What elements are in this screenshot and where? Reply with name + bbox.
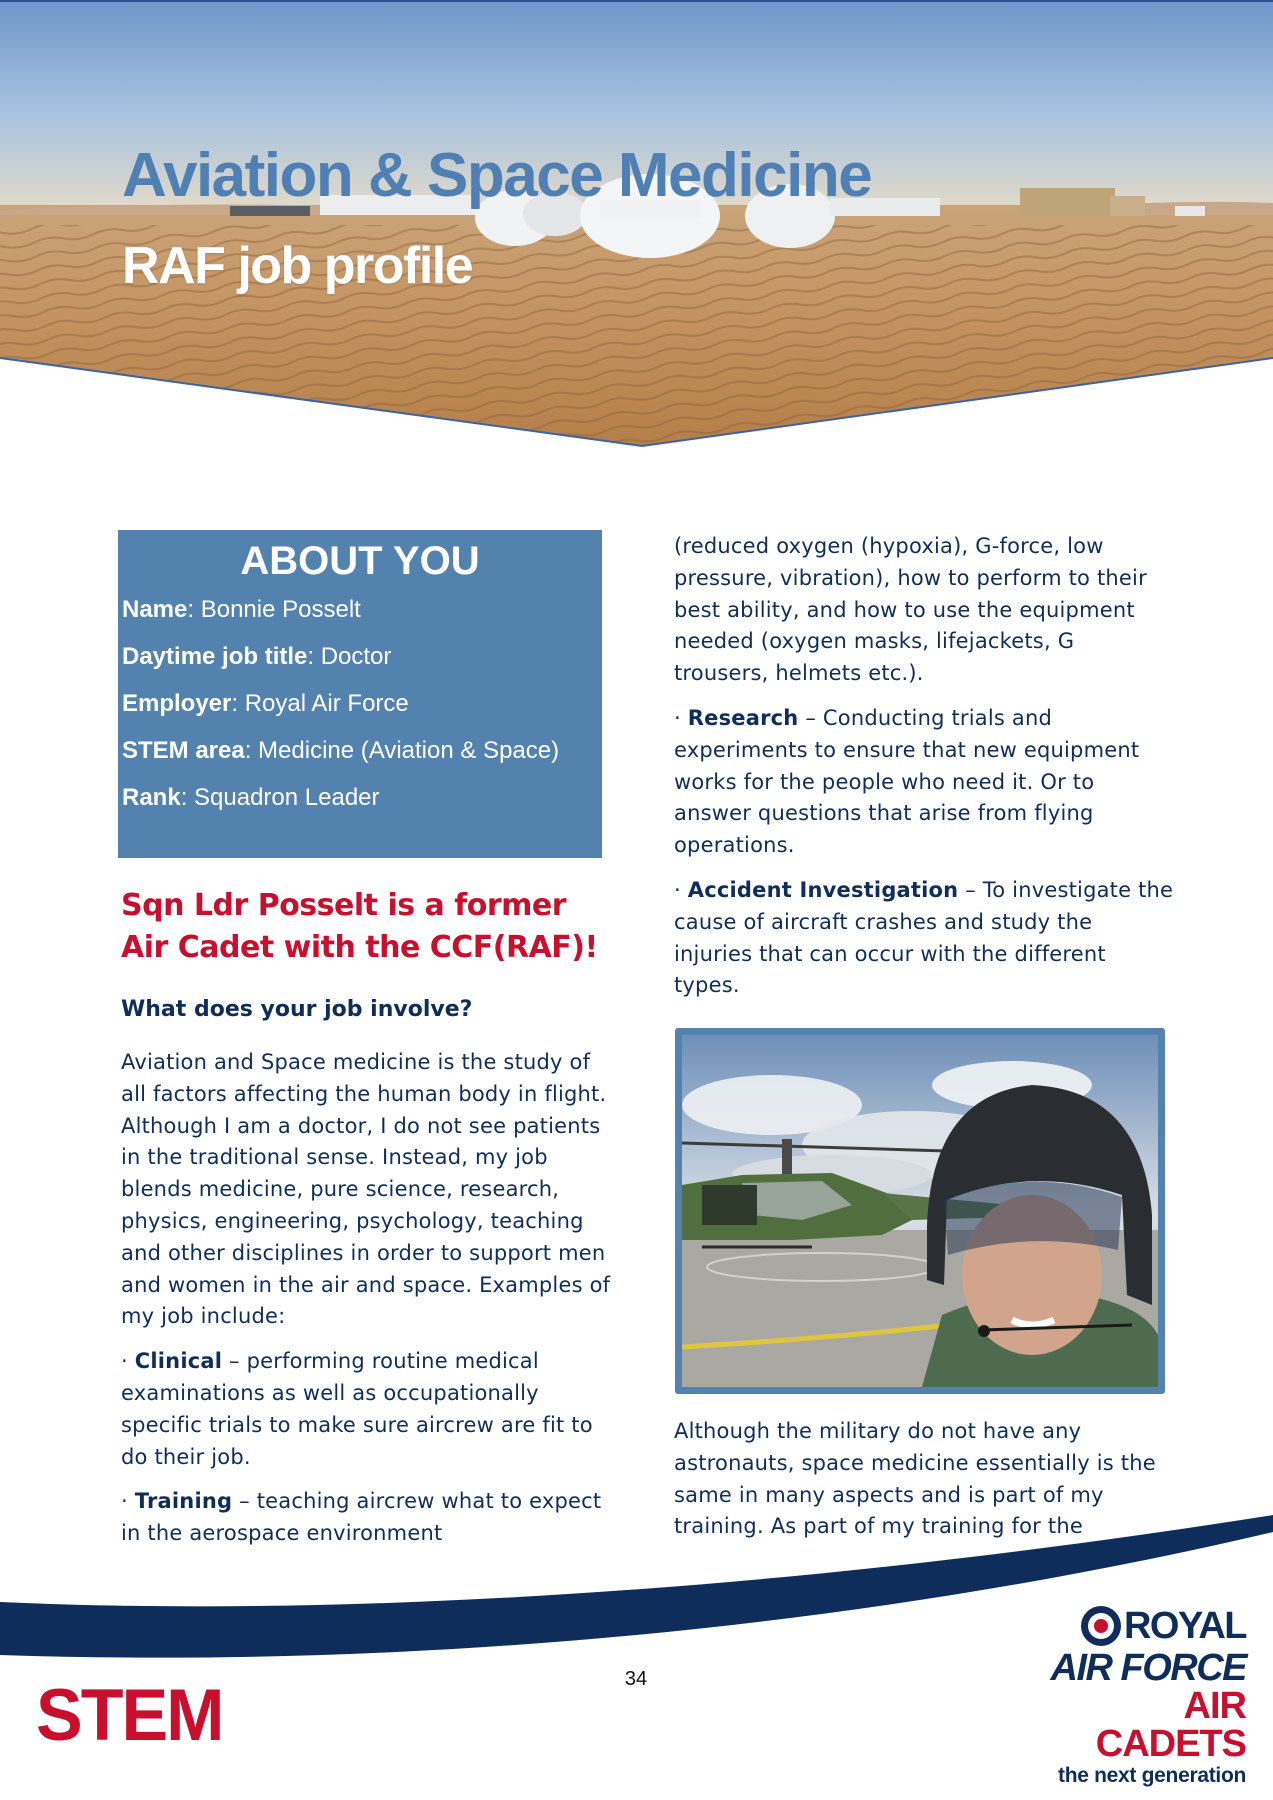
bullet-clinical	[121, 1346, 621, 1473]
about-row-job-title	[118, 633, 602, 680]
bullet-term: Training	[134, 1489, 233, 1514]
bullet-marker: ·	[674, 877, 688, 902]
about-value: : Doctor	[307, 643, 392, 670]
bullet-marker: ·	[121, 1489, 135, 1514]
about-value: : Royal Air Force	[231, 690, 409, 717]
right-column-text	[674, 531, 1174, 1015]
bullet-text: – teaching aircrew what to expect in the aerospace environment	[121, 1489, 602, 1546]
bullet-term: Research	[687, 705, 799, 730]
raf-logo-royal: ROYAL	[1123, 1605, 1246, 1647]
left-column-text	[121, 1047, 621, 1563]
header-banner	[0, 0, 1273, 448]
pilot-helicopter-image	[682, 1035, 1158, 1387]
bullet-marker: ·	[674, 705, 688, 730]
about-value: : Squadron Leader	[180, 784, 380, 811]
continuation-paragraph: (reduced oxygen (hypoxia), G-force, low pressure, vibration), how to perform to their best ability, and how to use the equipment needed (oxygen masks, lifejackets, G trousers, helmets etc.).	[674, 534, 1147, 686]
about-value: : Bonnie Posselt	[187, 596, 361, 623]
about-label: Rank	[122, 784, 181, 811]
bullet-accident-investigation	[674, 875, 1174, 1002]
about-row-rank	[118, 774, 602, 821]
feature-heading: Sqn Ldr Posselt is a former Air Cadet with the CCF(RAF)!	[121, 888, 598, 965]
raf-logo-air-force: AIR FORCE	[1050, 1647, 1246, 1689]
about-label: Daytime job title	[122, 643, 308, 670]
section-heading: What does your job involve?	[121, 997, 473, 1022]
bullet-marker: ·	[121, 1349, 135, 1374]
page-subtitle: RAF job profile	[122, 237, 473, 295]
raf-logo-air-cadets: AIR CADETS	[1095, 1685, 1246, 1765]
about-label: STEM area	[122, 737, 245, 764]
about-you-panel	[118, 530, 602, 858]
about-you-title: ABOUT YOU	[240, 539, 480, 583]
raf-roundel-icon	[1080, 1605, 1122, 1647]
about-value: : Medicine (Aviation & Space)	[244, 737, 560, 764]
page-number: 34	[624, 1668, 648, 1690]
raf-air-cadets-logo	[1036, 1603, 1246, 1789]
bullet-text: – To investigate the cause of aircraft crashes and study the injuries that can occur with the different types.	[674, 877, 1174, 998]
raf-logo-top-line	[1036, 1603, 1246, 1649]
stem-logo: STEM	[36, 1674, 223, 1756]
intro-paragraph: Aviation and Space medicine is the study of all factors affecting the human body in flight. Although I am a doctor, I do not see patients in the traditional sense. Instead, my job blends medicine, pure science, research, physics, engineering, psychology, teaching and other disciplines in order to support men and women in the air and space. Examples of my job include:	[121, 1050, 611, 1329]
about-row-name	[118, 586, 602, 633]
profile-photo	[675, 1028, 1165, 1394]
about-row-stem-area	[118, 727, 602, 774]
about-label: Employer	[122, 690, 232, 717]
desert-photo	[0, 0, 1273, 448]
bullet-term: Accident Investigation	[687, 877, 959, 902]
raf-logo-tagline: the next generation	[1058, 1764, 1246, 1787]
about-row-employer	[118, 680, 602, 727]
page-title: Aviation & Space Medicine	[122, 141, 872, 210]
bullet-text: – performing routine medical examinations as well as occupationally specific trials to make sure aircrew are fit to do their job.	[121, 1349, 593, 1469]
closing-paragraph: Although the military do not have any astronauts, space medicine essentially is the same in many aspects and is part of my training. As part of my training for the	[674, 1419, 1156, 1539]
bullet-text: – Conducting trials and experiments to ensure that new equipment works for the people who need it. Or to answer questions that arise from flying operations.	[674, 705, 1140, 858]
about-label: Name	[122, 596, 188, 623]
bullet-research	[674, 703, 1174, 862]
bullet-term: Clinical	[134, 1349, 223, 1374]
